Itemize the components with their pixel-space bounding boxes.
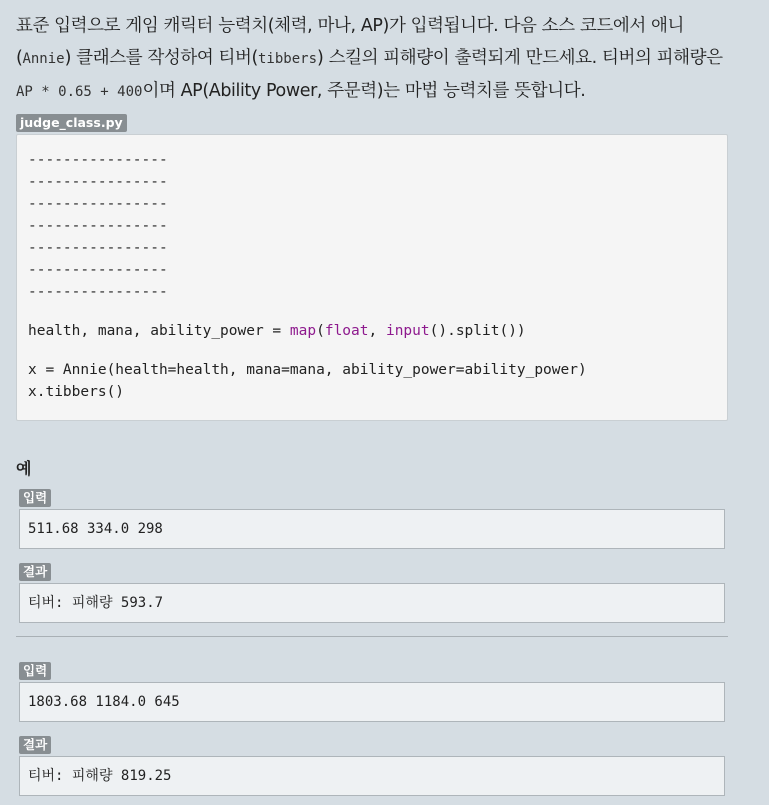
blank-line: ---------------- — [28, 284, 168, 300]
example-section-title: 예 — [16, 459, 32, 478]
description-text-4: 이며 AP(Ability Power, 주문력)는 마법 능력치를 뜻합니다. — [142, 81, 586, 101]
formula-code: AP * 0.65 + 400 — [16, 84, 143, 100]
code-token: health, mana, ability_power = — [28, 323, 290, 339]
code-token: ().split()) — [429, 323, 526, 339]
method-name-code: tibbers — [258, 51, 318, 67]
code-block — [16, 134, 728, 421]
description-text-1: 표준 입력으로 게임 캐릭터 능력치(체력, 마나, AP)가 입력됩니다. 다음 소스 코드에서 애니 ( — [16, 16, 685, 68]
blank-line: ---------------- — [28, 240, 168, 256]
description-text-3: ) 스킬의 피해량이 출력되게 만드세요. 티버의 피해량은 — [317, 48, 723, 68]
code-builtin: float — [324, 323, 369, 339]
code-token: , — [368, 323, 386, 339]
example-input-box: 511.68 334.0 298 — [19, 509, 725, 549]
code-spacer — [28, 303, 716, 320]
example-divider — [16, 636, 728, 637]
class-name-code: Annie — [22, 51, 65, 67]
code-spacer — [28, 342, 716, 359]
code-line-call: x.tibbers() — [28, 384, 125, 400]
problem-description — [16, 10, 736, 108]
blank-line: ---------------- — [28, 152, 168, 168]
blank-line: ---------------- — [28, 218, 168, 234]
code-token: ( — [316, 323, 325, 339]
code-line-input — [28, 320, 716, 342]
code-builtin: map — [289, 323, 317, 339]
output-tag: 결과 — [19, 736, 51, 754]
input-tag: 입력 — [19, 662, 51, 680]
code-line-instance: x = Annie(health=health, mana=mana, ability_power=ability_power) — [28, 362, 587, 378]
example-output-box: 티버: 피해량 593.7 — [19, 583, 725, 623]
code-builtin: input — [385, 323, 430, 339]
input-tag: 입력 — [19, 489, 51, 507]
blank-line: ---------------- — [28, 262, 168, 278]
output-tag: 결과 — [19, 563, 51, 581]
file-name-tag: judge_class.py — [16, 114, 127, 132]
example-output-box: 티버: 피해량 819.25 — [19, 756, 725, 796]
blank-line: ---------------- — [28, 196, 168, 212]
example-input-box: 1803.68 1184.0 645 — [19, 682, 725, 722]
description-text-2: ) 클래스를 작성하여 티버( — [64, 48, 258, 68]
blank-line: ---------------- — [28, 174, 168, 190]
